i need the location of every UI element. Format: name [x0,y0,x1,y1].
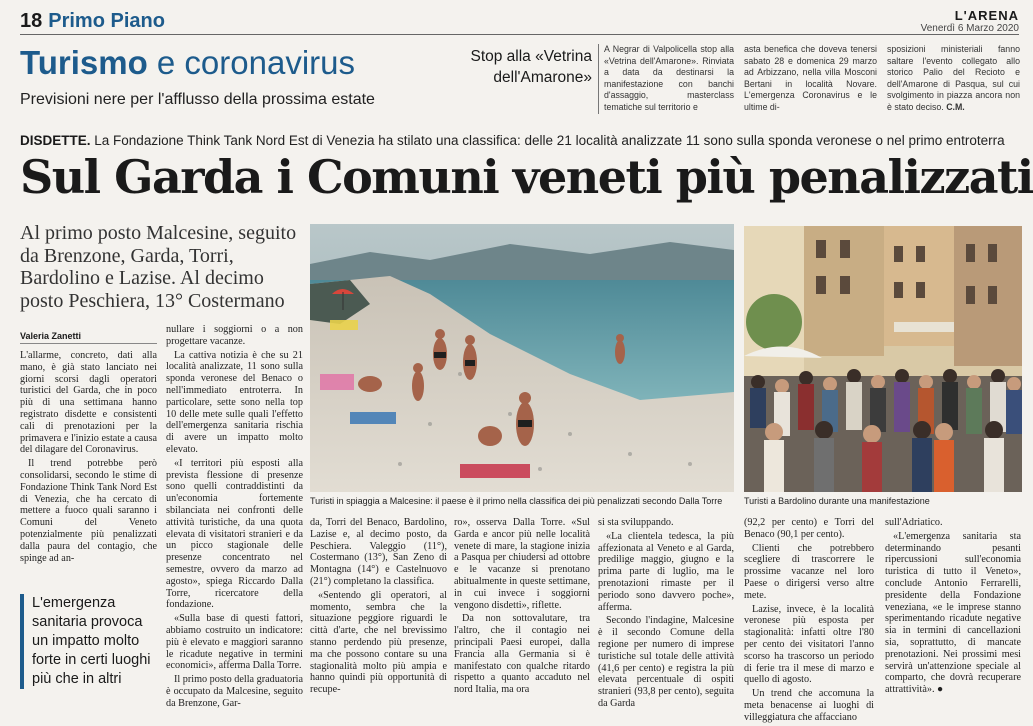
sidebar-column-3 [887,44,1020,114]
sidebar-column-1: A Negrar di Valpolicella stop alla «Vetrina dell'Amarone». Rinviata a data da destinarsi la manifestazione con banchi d'assaggio, masterclass tematiche sul territorio e [604,44,734,112]
paragraph: Clienti che potrebbero scegliere di trascorrere le prossime vacanze nel loro Paese o dirigersi verso altre mete. [744,542,874,601]
paragraph: Il primo posto della graduatoria è occupato da Malcesine, seguito da Brenzone, Gar- [166,674,304,709]
paragraph: sull'Adriatico. [885,517,943,528]
publication-info [921,8,1019,34]
article-column-7 [885,517,1021,698]
section-label: Primo Piano [48,10,165,32]
section-title-rest: e coronavirus [147,44,355,81]
paragraph: Il trend potrebbe però consolidarsi, secondo le stime di Fondazione Think Tank Nord Est di Venezia, che ha cercato di mettere a fuoco quali saranno i Comuni del Veneto potenzialmente più penalizzati dalla paura del contagio, che spinge ad an- [20,458,157,564]
paragraph: Un trend che accomuna la meta benacense ai luoghi di villeggiatura che affacciano [744,688,874,723]
sidebar-news-box [452,40,1020,118]
paragraph: «Sulla base di questi fattori, abbiamo costruito un indicatore: più è elevato e maggiori saranno le ricadute negative in termini economici», afferma Dalla Torre. [166,613,303,672]
paragraph: Da non sottovalutare, tra l'altro, che il contagio nei principali Paesi europei, dalla Francia alla Germania si è manifestato con qualche ritardo rispetto a quanto accaduto nel nord Italia, ma ora [454,613,590,696]
paragraph: nullare i soggiorni o a non progettare vacanze. [166,324,303,347]
photo-caption-2: Turisti a Bardolino durante una manifestazione [744,496,930,506]
paragraph: La cattiva notizia è che su 21 località analizzate, 11 sono sulla sponda veronese del Benaco o nell'immediato entroterra. In particolare, sette sono nella top 10 delle mete sulle quali l'effetto dell'emergenza sanitaria rischia di avere un impatto molto elevato. [166,349,303,455]
paragraph: «La clientela tedesca, la più affezionata al Veneto e al Garda, predilige maggio, giugno e la prima parte di luglio, ma le prenotazioni rimaste per il periodo sono davvero poche», afferma. [598,530,734,613]
paragraph: da, Torri del Benaco, Bardolino, Lazise e, al decimo posto, da Peschiera. Valeggio (11°), Costermano (13°), San Zeno di Montagna (14°) e Castelnuovo (21°) completano la classifica. [310,517,447,587]
paragraph: si sta sviluppando. [598,517,674,528]
section-subtitle: Previsioni nere per l'afflusso della prossima estate [20,91,375,108]
sidebar-column-2: asta benefica che doveva tenersi sabato 28 e domenica 29 marzo ad Arbizzano, nella villa Mosconi Bertani in località Novare. L'emergenza Coronavirus e le ultime di- [744,44,877,112]
photo-malcesine-beach [310,224,734,492]
paragraph: L'allarme, concreto, dati alla mano, è già stato lanciato nei giorni scorsi dagli operatori turistici del Garda, che in poco più di una settimana hanno registrato disdette e consistenti cali di prenotazioni per la primavera e l'inizio estate a causa del dilagare del Coronavirus. [20,350,157,456]
article-author: Valeria Zanetti [20,331,82,341]
article-column-2 [166,324,303,712]
sidebar-title-line2: dell'Amarone» [493,69,592,86]
sidebar-signature: C.M. [946,101,965,112]
paragraph: «Sentendo gli operatori, al momento, sembra che la situazione peggiore riguardi le città d'arte, che nel brevissimo stanno perdendo più presenze, ma che possono contare su una stagionalità molto più ampia e hanno quindi più opportunità di recupe- [310,589,447,696]
pull-quote: L'emergenza sanitaria provoca un impatto molto forte in certi luoghi più che in altri [20,594,157,689]
photo-bardolino-crowd [744,226,1022,492]
sidebar-title [452,46,592,88]
sidebar-divider [598,44,599,114]
paragraph: Lazise, invece, è la località veronese più esposta per stagionalità: infatti oltre l'80 per cento dei visitatori l'anno scorso ha trascorso un periodo di ferie tra il mese di marzo e quello di agosto. [744,603,874,686]
page-number: 18 [20,10,43,32]
article-column-3 [310,517,447,698]
issue-date: Venerdì 6 Marzo 2020 [920,23,1019,34]
crowd-illustration [744,226,1022,492]
publication-logo: L'ARENA [954,8,1019,23]
paragraph: «L'emergenza sanitaria sta determinando pesanti ripercussioni sull'economia turistica di tutto il Veneto», conclude Antonio Ferrarelli, presidente della Fondazione veneziana, «e le imprese stanno sperimentando ricadute negative sia in termini di cancellazioni sia, soprattutto, di mancate prenotazioni. Nei prossimi mesi servirà un'attenzione speciale al comparto, che dovrà recuperare attrattività». ● [885,530,1021,696]
article-deck [20,133,1005,148]
article-column-4 [454,517,590,698]
header-divider [20,34,1019,35]
article-headline: Sul Garda i Comuni veneti più penalizzati [20,150,1033,204]
author-divider [20,343,157,344]
article-deck-text: La Fondazione Think Tank Nord Est di Venezia ha stilato una classifica: delle 21 località analizzate 11 sono sulla sponda veronese o nel primo entroterra [94,133,1005,148]
article-column-5 [598,517,734,712]
article-summary: Al primo posto Malcesine, seguito da Brenzone, Garda, Torri, Bardolino e Lazise. Al decimo posto Peschiera, 13° Costermano [20,222,297,312]
photo-caption-1: Turisti in spiaggia a Malcesine: il paese è il primo nella classifica dei più penalizzati secondo Dalla Torre [310,496,723,506]
section-title [20,44,355,82]
paragraph: ro», osserva Dalla Torre. «Sul Garda e ancor più nelle località venete di mare, la stagione inizia a Pasqua per chiudersi ad ottobre e le vacanze si prenotano abitualmente in queste settimane, in cui invece i soggiorni vengono disdetti», riflette. [454,517,590,611]
article-column-1 [20,350,157,566]
paragraph: «I territori più esposti alla prevista flessione di presenze sono quelli contraddistinti da un'economia fortemente sbilanciata nei confronti delle attività turistiche, da una quota elevata di visitatori stranieri e da un picco stagionale delle presenze concentrato nel semestre, ovvero da marzo ad agosto», spiega Riccardo Dalla Torre, ricercatore della fondazione. [166,457,303,611]
sidebar-title-line1: Stop alla «Vetrina [470,48,592,65]
article-kicker: DISDETTE. [20,133,91,148]
sidebar-column-3-text: sposizioni ministeriali fanno saltare l'evento collegato allo storico Palio del Recioto e dell'Amarone di Pasqua, sul cui svolgimento in piazza ancora non è stato deciso. [887,44,1020,112]
section-title-bold: Turismo [20,44,148,81]
paragraph: (92,2 per cento) e Torri del Benaco (90,1 per cento). [744,517,874,540]
article-column-6 [744,517,874,726]
page-header [20,10,165,33]
beach-illustration [310,224,734,492]
paragraph: Secondo l'indagine, Malcesine è il secondo Comune della regione per numero di imprese turistiche sul totale delle attività (41,6 per cento) e registra la più elevata percentuale di ospiti stranieri (93,8 per cento), seguita da Garda [598,615,734,709]
